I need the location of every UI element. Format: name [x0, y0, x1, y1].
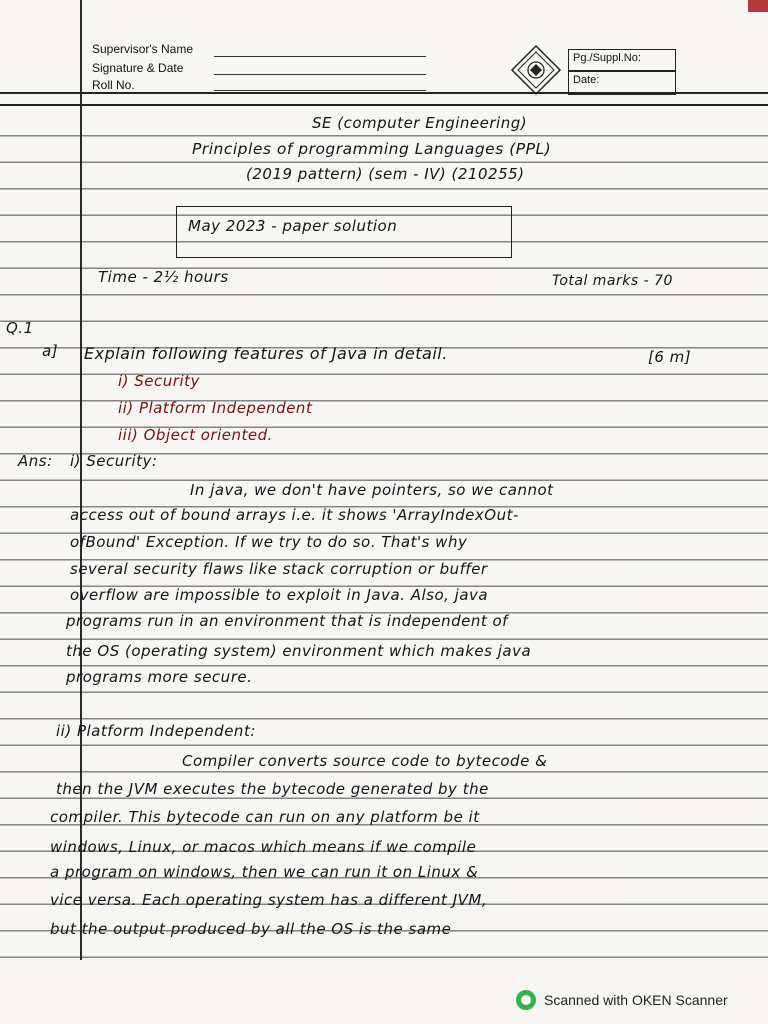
question-number: Q.1: [6, 319, 34, 337]
scanner-watermark: [516, 990, 728, 1010]
date-box: Date:: [568, 71, 676, 95]
pattern-line: (2019 pattern) (sem - IV) (210255): [246, 165, 525, 183]
answer-line: windows, Linux, or macos which means if we compile: [50, 838, 477, 856]
question-marks: [6 m]: [648, 348, 692, 366]
signature-field-line: [214, 74, 426, 75]
answer-line: overflow are impossible to exploit in Java. Also, java: [70, 586, 489, 604]
question-item: iii) Object oriented.: [118, 426, 273, 444]
scanner-logo-icon: [516, 990, 536, 1010]
roll-field-line: [214, 90, 426, 91]
security-heading: i) Security:: [70, 452, 158, 470]
course-title: SE (computer Engineering): [312, 114, 528, 132]
answer-line: several security flaws like stack corruption or buffer: [70, 560, 488, 578]
total-marks: Total marks - 70: [552, 273, 673, 289]
answer-line: but the output produced by all the OS is the same: [50, 920, 452, 938]
signature-label: Signature & Date: [92, 61, 184, 75]
answer-line: access out of bound arrays i.e. it shows 'ArrayIndexOut-: [70, 506, 519, 524]
answer-line: Compiler converts source code to bytecode &: [182, 752, 548, 770]
question-part: a]: [42, 342, 59, 360]
answer-line: then the JVM executes the bytecode generated by the: [56, 780, 489, 798]
roll-label: Roll No.: [92, 78, 135, 92]
platform-heading: ii) Platform Independent:: [56, 722, 256, 740]
answer-line: vice versa. Each operating system has a different JVM,: [50, 891, 488, 909]
answer-line: In java, we don't have pointers, so we cannot: [190, 481, 554, 499]
answer-label: Ans:: [18, 452, 53, 470]
supervisor-field-line: [214, 56, 426, 57]
paper-title: May 2023 - paper solution: [188, 217, 398, 235]
answer-line: a program on windows, then we can run it on Linux &: [50, 863, 479, 881]
scanner-text: Scanned with OKEN Scanner: [544, 992, 728, 1008]
university-emblem-icon: [510, 44, 562, 96]
question-item: i) Security: [118, 372, 200, 390]
answer-line: programs run in an environment that is independent of: [66, 612, 508, 630]
supervisor-label: Supervisor's Name: [92, 42, 193, 56]
question-text: Explain following features of Java in detail.: [84, 344, 448, 363]
subject-title: Principles of programming Languages (PPL): [192, 140, 552, 158]
header-rule: [0, 104, 768, 106]
page-number-box: Pg./Suppl.No:: [568, 49, 676, 71]
answer-line: ofBound' Exception. If we try to do so. That's why: [70, 533, 468, 551]
time-duration: Time - 2½ hours: [98, 268, 229, 286]
question-item: ii) Platform Independent: [118, 399, 313, 417]
answer-line: programs more secure.: [66, 668, 253, 686]
answer-line: compiler. This bytecode can run on any platform be it: [50, 808, 480, 826]
answer-line: the OS (operating system) environment which makes java: [66, 642, 532, 660]
page-corner-mark: [748, 0, 768, 12]
